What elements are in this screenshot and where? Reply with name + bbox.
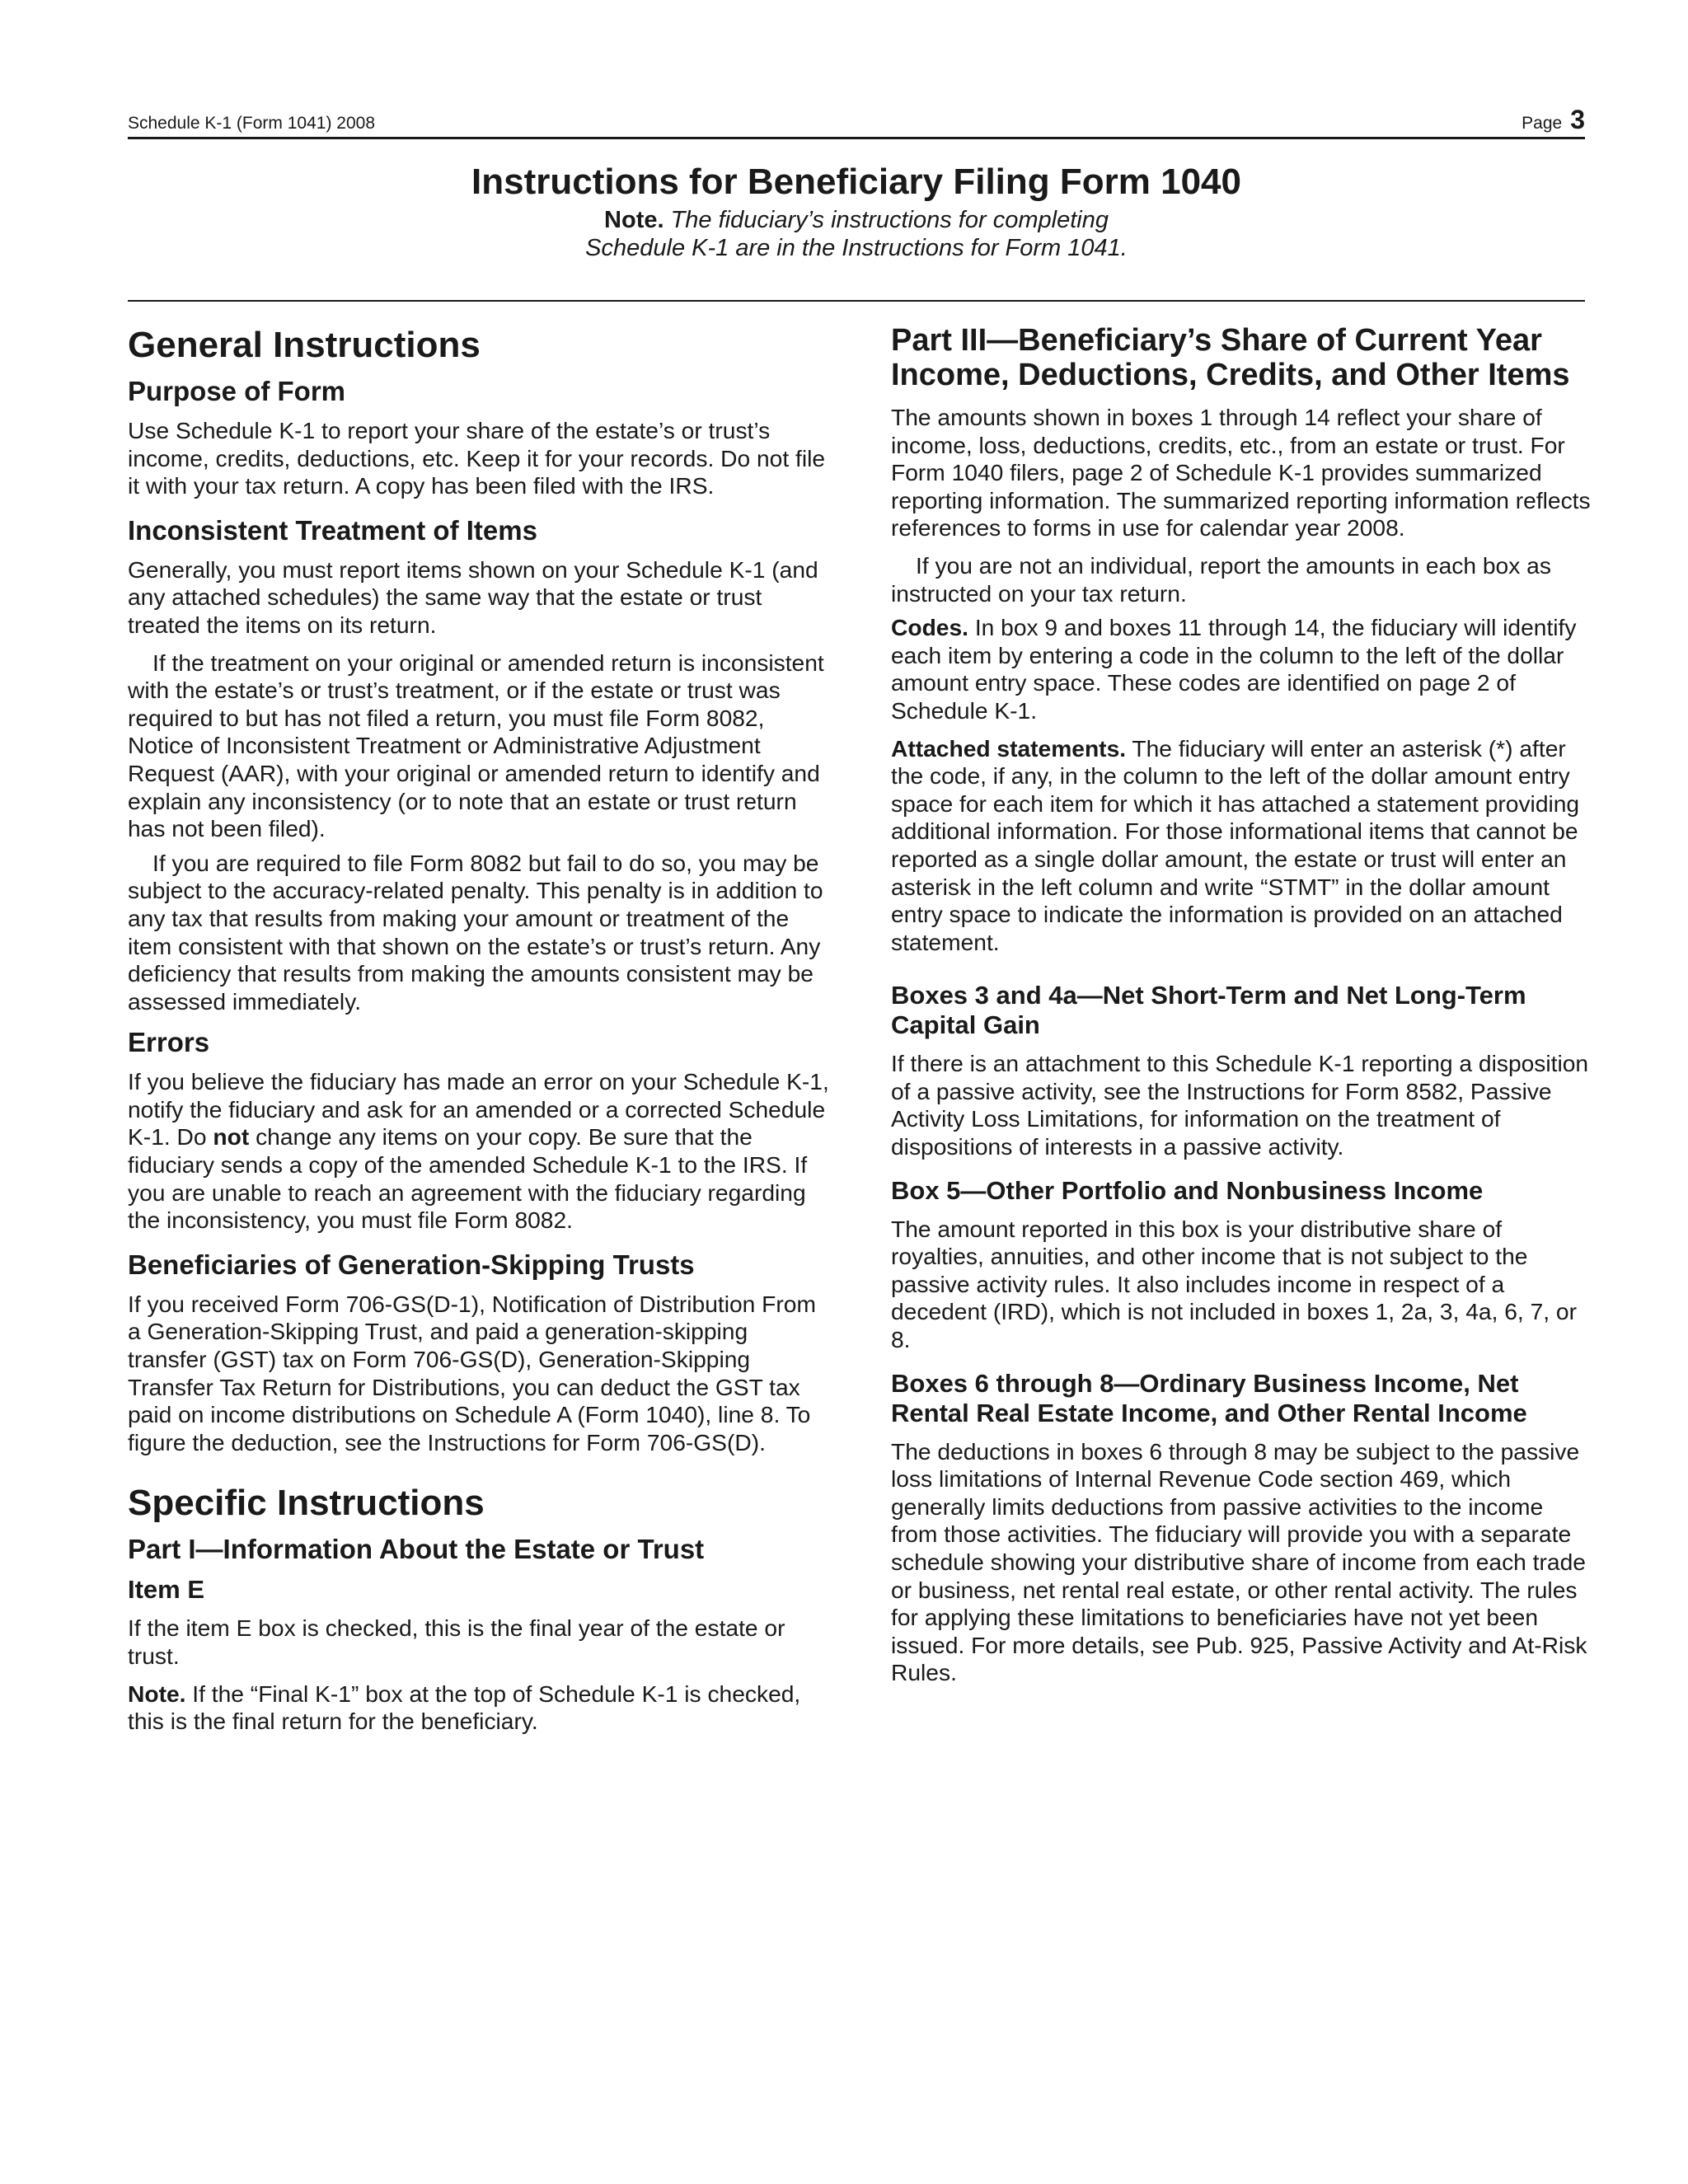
final-k1-note: Note. If the “Final K-1” box at the top of Schedule K-1 is checked, this is the final return for the beneficiary. <box>128 1680 801 1735</box>
box34-heading: Boxes 3 and 4a—Net Short-Term and Net Long-Term Capital Gain <box>891 981 1526 1040</box>
page-indicator <box>1522 105 1585 137</box>
specific-instructions-heading: Specific Instructions <box>128 1483 485 1524</box>
attached-statements-label: Attached statements. <box>891 734 1127 762</box>
title-note-label: Note. <box>604 207 664 233</box>
gst-heading: Beneficiaries of Generation-Skipping Trusts <box>128 1249 695 1280</box>
title-note-line-2: Schedule K-1 are in the Instructions for Form 1041. <box>585 235 1128 261</box>
inconsistent-paragraph-2: If the treatment on your original or amended return is inconsistent with the estate’s or trust’s treatment, or if the estate or trust was required to but has not filed a return, you must file Form 8082, Notice of Inconsistent Treatment or Administrative Adjustment Request (AAR), with your original or amended return to identify and explain any inconsistency (or to note that an estate or trust return has not been filed). <box>128 649 824 842</box>
title-block <box>128 158 1585 262</box>
page-label: Page <box>1522 114 1563 133</box>
left-column <box>128 323 830 1746</box>
purpose-heading: Purpose of Form <box>128 376 346 406</box>
right-column <box>891 323 1593 1697</box>
page-number: 3 <box>1570 105 1585 134</box>
codes-paragraph: Codes. In box 9 and boxes 11 through 14, the fiduciary will identify each item by entering a code in the column to the left of the dollar amount entry space. These codes are identified on page 2 of Schedule K-1. <box>891 614 1577 724</box>
page-title: Instructions for Beneficiary Filing Form 1040 <box>471 162 1241 202</box>
part1-heading: Part I—Information About the Estate or Trust <box>128 1534 705 1565</box>
box34-text: If there is an attachment to this Schedule K-1 reporting a disposition of a passive activity, see the Instructions for Form 8582, Passive Activity Loss Limitations, for information on the treatment of dispositions of interests in a passive activity. <box>891 1050 1589 1160</box>
errors-paragraph: If you believe the fiduciary has made an error on your Schedule K-1, notify the fiduciary and ask for an amended or a corrected Schedule K-1. Do not change any items on your copy. Be sure that the fiduciary sends a copy of the amended Schedule K-1 to the IRS. If you are unable to reach an agreement with the fiduciary regarding the inconsistency, you must file Form 8082. <box>128 1068 829 1234</box>
form-label: Schedule K-1 (Form 1041) 2008 <box>128 114 375 133</box>
codes-label: Codes. <box>891 614 968 641</box>
general-instructions-heading: General Instructions <box>128 325 481 365</box>
box5-heading: Box 5—Other Portfolio and Nonbusiness Income <box>891 1175 1484 1205</box>
inconsistent-paragraph-3: If you are required to file Form 8082 but fail to do so, you may be subject to the accuracy-related penalty. This penalty is in addition to any tax that results from making your amount or treatment of the item consistent with that shown on the estate’s or trust’s return. Any deficiency that results from making the amounts consistent may be assessed immediately. <box>128 849 823 1015</box>
title-note-text-1: The fiduciary’s instructions for completing <box>670 207 1109 233</box>
item-e-text: If the item E box is checked, this is the final year of the estate or trust. <box>128 1615 785 1669</box>
part3-heading: Part III—Beneficiary’s Share of Current Year Income, Deductions, Credits, and Other Items <box>891 323 1570 392</box>
inconsistent-paragraph-1: Generally, you must report items shown on your Schedule K-1 (and any attached schedules) the same way that the estate or trust treated the items on its return. <box>128 555 818 638</box>
gst-text: If you received Form 706-GS(D-1), Notification of Distribution From a Generation-Skipping Trust, and paid a generation-skipping transfer (GST) tax on Form 706-GS(D), Generation-Skipping Transfer Tax Return for Distributions, you can deduct the GST tax paid on income distributions on Schedule A (Form 1040), line 8. To figure the deduction, see the Instructions for Form 706-GS(D). <box>128 1290 816 1455</box>
purpose-text: Use Schedule K-1 to report your share of the estate’s or trust’s income, credits, deductions, etc. Keep it for your records. Do not file it with your tax return. A copy has been filed with the IRS. <box>128 417 826 499</box>
item-e-heading: Item E <box>128 1575 205 1605</box>
inconsistent-heading: Inconsistent Treatment of Items <box>128 514 537 546</box>
errors-heading: Errors <box>128 1027 210 1058</box>
title-divider <box>128 300 1585 302</box>
final-k1-note-label: Note. <box>128 1680 186 1707</box>
title-note-line-1 <box>128 206 1585 234</box>
box5-text: The amount reported in this box is your distributive share of royalties, annuities, and other income that is not subject to the passive activity rules. It also includes income in respect of a decedent (IRD), which is not included in boxes 1, 2a, 3, 4a, 6, 7, or 8. <box>891 1215 1577 1353</box>
part3-paragraph-1: The amounts shown in boxes 1 through 14 reflect your share of income, loss, deductions, credits, etc., from an estate or trust. For Form 1040 filers, page 2 of Schedule K-1 provides summarized reporting information. The summarized reporting information reflects references to forms in use for calendar year 2008. <box>891 404 1591 541</box>
box68-text: The deductions in boxes 6 through 8 may be subject to the passive loss limitations of Internal Revenue Code section 469, which generally limits deductions from passive activities to the income from those activities. The fiduciary will provide you with a separate schedule showing your distributive share of income from each trade or business, net rental real estate, or other rental activity. The rules for applying these limitations to beneficiaries have not yet been issued. For more details, see Pub. 925, Passive Activity and At-Risk Rules. <box>891 1437 1587 1686</box>
part3-paragraph-2: If you are not an individual, report the amounts in each box as instructed on your tax return. <box>891 551 1551 607</box>
box68-heading: Boxes 6 through 8—Ordinary Business Income, Net Rental Real Estate Income, and Other Rental Income <box>891 1368 1527 1427</box>
page-header <box>128 105 1585 139</box>
attached-statements-paragraph: Attached statements. The fiduciary will enter an asterisk (*) after the code, if any, in the column to the left of the dollar amount entry space for each item for which it has attached a statement providing additional information. For those informational items that cannot be reported as a single dollar amount, the estate or trust will enter an asterisk in the left column and write “STMT” in the dollar amount entry space to indicate the information is provided on an attached statement. <box>891 734 1580 955</box>
